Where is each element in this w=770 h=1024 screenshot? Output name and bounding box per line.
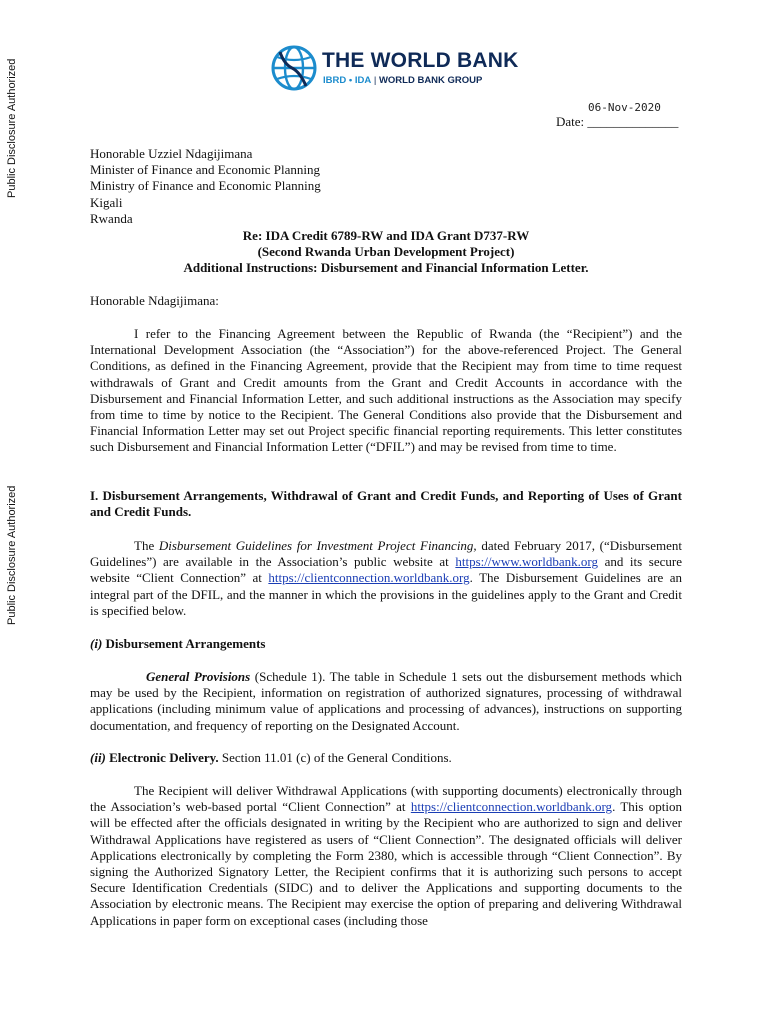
subject-line: Additional Instructions: Disbursement and Financial Information Letter. xyxy=(183,260,589,276)
general-provisions-paragraph: General Provisions (Schedule 1). The table in Schedule 1 sets out the disbursement methods which may be used by the Recipient, information on registration of authorized signatures, processing of withdrawal applications (including minimum value of applications and processing of advances), instructions on supporting documentation, and frequency of reporting on the Designated Account. xyxy=(90,669,683,733)
globe-icon xyxy=(270,44,318,92)
public-disclosure-label: Public Disclosure Authorized xyxy=(6,485,18,625)
public-disclosure-label: Public Disclosure Authorized xyxy=(6,58,18,198)
subject-line: Re: IDA Credit 6789-RW and IDA Grant D737-RW xyxy=(242,228,530,243)
address-line: Minister of Finance and Economic Planning xyxy=(90,162,320,178)
salutation: Honorable Ndagijimana: xyxy=(90,293,219,308)
address-line: Kigali xyxy=(90,194,123,210)
recipient-address xyxy=(90,146,682,227)
intro-paragraph: I refer to the Financing Agreement between the Republic of Rwanda (the “Recipient”) and the International Development Association (the “Association”) for the above-referenced Project. The General Conditions, as defined in the Financing Agreement, provide that the Recipient may from time to time request withdrawals of Grant and Credit amounts from the Grant and Credit Accounts in accordance with the Disbursement and Financial Information Letter, and such additional instructions as the Association may specify from time to time by notice to the Recipient. The General Conditions also provide that the Disbursement and Financial Information Letter may set out Project specific financial reporting requirements. This letter constitutes such Disbursement and Financial Information Letter (“DFIL”) and may be revised from time to time. xyxy=(90,326,682,455)
guidelines-paragraph: The Disbursement Guidelines for Investment Project Financing, dated February 2017, (“Disbursement Guidelines”) are available in the Association’s public website at https://www.worldbank.org and its secure website “Client Connection” at https://clientconnection.worldbank.org. The Disbursement Guidelines are an integral part of the DFIL, and the manner in which the provisions in the guidelines apply to the Grant and Credit is specified below. xyxy=(90,538,683,618)
subsection-heading: (ii) Electronic Delivery. Section 11.01 (c) of the General Conditions. xyxy=(90,750,452,765)
client-connection-link[interactable]: https://clientconnection.worldbank.org xyxy=(268,570,470,586)
address-line: Rwanda xyxy=(90,210,133,226)
address-line: Ministry of Finance and Economic Planning xyxy=(90,178,321,194)
subsection-heading: (i) Disbursement Arrangements xyxy=(90,636,266,651)
subject-line: (Second Rwanda Urban Development Project) xyxy=(257,244,515,260)
client-connection-link[interactable]: https://clientconnection.worldbank.org xyxy=(410,799,613,815)
electronic-delivery-paragraph: The Recipient will deliver Withdrawal Applications (with supporting documents) electronically through the Association’s web-based portal “Client Connection” at https://clientconnection.worldbank.org. This option will be effected after the officials designated in writing by the Recipient who are authorized to sign and deliver Withdrawal Applications have registered as users of “Client Connection”. The designated officials will deliver Applications electronically by completing the Form 2380, which is accessible through “Client Connection”. By signing the Authorized Signatory Letter, the Recipient confirms that it is authorizing such persons to accept Secure Identification Credentials (SIDC) and to deliver the Applications and supporting documents to the Association by electronic means. The Recipient may exercise the option of preparing and delivering Withdrawal Applications in paper form on exceptional cases (including those xyxy=(90,783,682,928)
brand-name: THE WORLD BANK xyxy=(322,49,519,72)
address-line: Honorable Uzziel Ndagijimana xyxy=(90,146,253,161)
brand-subtitle: IBRD • IDA | WORLD BANK GROUP xyxy=(323,75,483,86)
worldbank-link[interactable]: https://www.worldbank.org xyxy=(455,554,598,570)
date-value: 06-Nov-2020 xyxy=(588,101,661,114)
world-bank-logo xyxy=(270,44,519,96)
date-field: Date: ______________ xyxy=(556,114,679,129)
section-heading: I. Disbursement Arrangements, Withdrawal of Grant and Credit Funds, and Reporting of Uses of Grant and Credit Funds. xyxy=(90,488,682,520)
subject-block xyxy=(90,228,682,277)
